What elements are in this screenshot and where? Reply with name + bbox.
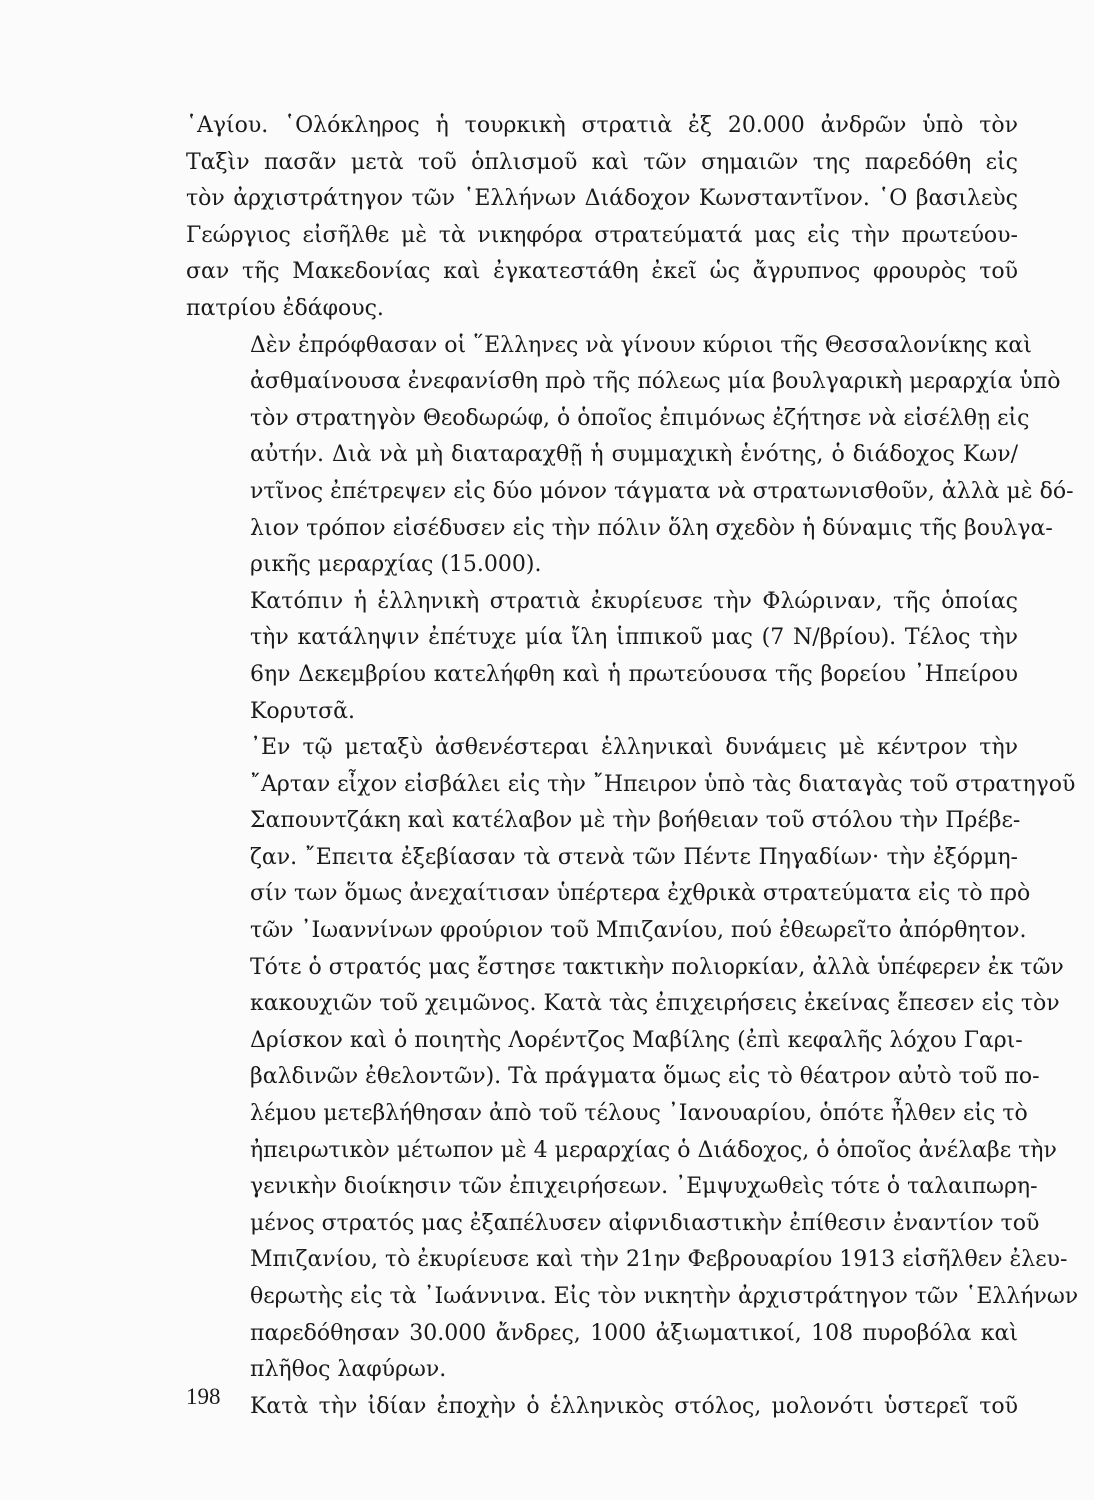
text-line: βαλδινῶν ἐθελοντῶν). Τὰ πράγματα ὅμως εἰς τὸ θέατρον αὐτὸ τοῦ πο- — [250, 1064, 1040, 1090]
text-line: Κατὰ τὴν ἰδίαν ἐποχὴν ὁ ἑλληνικὸς στόλος, μολονότι ὑστερεῖ τοῦ — [250, 1393, 1018, 1419]
text-line: 6ην Δεκεμβρίου κατελήφθη καὶ ἡ πρωτεύουσα τῆς βορείου ᾿Ηπείρου — [250, 661, 1018, 687]
text-line: Τότε ὁ στρατός μας ἔστησε τακτικὴν πολιορκίαν, ἀλλὰ ὑπέφερεν ἐκ τῶν — [250, 954, 1064, 980]
text-line: ἀσθμαίνουσα ἐνεφανίσθη πρὸ τῆς πόλεως μία βουλγαρικὴ μεραρχία ὑπὸ — [250, 369, 1061, 395]
text-line: ἠπειρωτικὸν μέτωπον μὲ 4 μεραρχίας ὁ Διάδοχος, ὁ ὁποῖος ἀνέλαβε τὴν — [250, 1137, 1057, 1163]
text-line: ζαν. ῎Επειτα ἐξεβίασαν τὰ στενὰ τῶν Πέντε Πηγαδίων· τὴν ἐξόρμη- — [250, 844, 1018, 870]
text-line: σίν των ὅμως ἀνεχαίτισαν ὑπέρτερα ἐχθρικὰ στρατεύματα εἰς τὸ πρὸ — [250, 881, 1031, 907]
text-line: τῶν ᾿Ιωαννίνων φρούριον τοῦ Μπιζανίου, πού ἐθεωρεῖτο ἀπόρθητον. — [250, 918, 1027, 944]
text-line: Δρίσκον καὶ ὁ ποιητὴς Λορέντζος Μαβίλης (ἐπὶ κεφαλῆς λόχου Γαρι- — [250, 1027, 1023, 1053]
paragraph — [186, 328, 1074, 584]
text-line: κακουχιῶν τοῦ χειμῶνος. Κατὰ τὰς ἐπιχειρήσεις ἐκείνας ἔπεσεν εἰς τὸν — [250, 991, 1060, 1017]
text-line: Ταξὶν πασᾶν μετὰ τοῦ ὁπλισμοῦ καὶ τῶν σημαιῶν της παρεδόθη εἰς — [186, 149, 1018, 175]
text-line: Κορυτσᾶ. — [250, 698, 356, 724]
text-line: τὸν ἀρχιστράτηγον τῶν ῾Ελλήνων Διάδοχον Κωνσταντῖνον. ῾Ο βασιλεὺς — [186, 186, 1018, 212]
text-line: Σαπουντζάκη καὶ κατέλαβον μὲ τὴν βοήθειαν τοῦ στόλου τὴν Πρέβε- — [250, 808, 1021, 834]
paragraph — [186, 730, 1079, 1389]
text-line: παρεδόθησαν 30.000 ἄνδρες, 1000 ἀξιωματικοί, 108 πυροβόλα καὶ — [250, 1320, 1018, 1346]
text-line: ᾿Εν τῷ μεταξὺ ἀσθενέστεραι ἑλληνικαὶ δυνάμεις μὲ κέντρον τὴν — [250, 735, 1018, 761]
body-text — [186, 108, 1079, 1425]
text-line: ῎Αρταν εἶχον εἰσβάλει εἰς τὴν ῎Ηπειρον ὑπὸ τὰς διαταγὰς τοῦ στρατηγοῦ — [250, 771, 1076, 797]
paragraph — [186, 108, 1018, 328]
text-line: λέμου μετεβλήθησαν ἀπὸ τοῦ τέλους ᾿Ιανουαρίου, ὁπότε ἦλθεν εἰς τὸ — [250, 1101, 1028, 1127]
text-line: σαν τῆς Μακεδονίας καὶ ἐγκατεστάθη ἐκεῖ ὡς ἄγρυπνος φρουρὸς τοῦ — [186, 259, 1018, 285]
text-line: θερωτὴς εἰς τὰ ᾿Ιωάννινα. Εἰς τὸν νικητὴν ἀρχιστράτηγον τῶν ῾Ελλήνων — [250, 1284, 1079, 1309]
text-line: μένος στρατός μας ἐξαπέλυσεν αἰφνιδιαστικὴν ἐπίθεσιν ἐναντίον τοῦ — [250, 1210, 1040, 1236]
text-line: Κατόπιν ἡ ἑλληνικὴ στρατιὰ ἐκυρίευσε τὴν Φλώριναν, τῆς ὁποίας — [250, 588, 1018, 614]
text-line: Δὲν ἐπρόφθασαν οἱ ῞Ελληνες νὰ γίνουν κύριοι τῆς Θεσσαλονίκης καὶ — [250, 332, 1032, 358]
text-line: τὸν στρατηγὸν Θεοδωρώφ, ὁ ὁποῖος ἐπιμόνως ἐζήτησε νὰ εἰσέλθῃ εἰς — [250, 405, 1030, 431]
text-line: λιον τρόπον εἰσέδυσεν εἰς τὴν πόλιν ὅλη σχεδὸν ἡ δύναμις τῆς βουλγα- — [250, 515, 1053, 541]
text-line: Μπιζανίου, τὸ ἐκυρίευσε καὶ τὴν 21ην Φεβρουαρίου 1913 εἰσῆλθεν ἐλευ- — [250, 1247, 1068, 1273]
paragraph — [186, 1389, 1018, 1426]
text-line: πλῆθος λαφύρων. — [250, 1357, 447, 1383]
text-line: γενικὴν διοίκησιν τῶν ἐπιχειρήσεων. ᾿Εμψυχωθεὶς τότε ὁ ταλαιπωρη- — [250, 1174, 1038, 1200]
page-number: 198 — [186, 1384, 221, 1409]
text-line: τὴν κατάληψιν ἐπέτυχε μία ἴλη ἱππικοῦ μας (7 Ν/βρίου). Τέλος τὴν — [250, 625, 1018, 651]
text-line: αὐτήν. Διὰ νὰ μὴ διαταραχθῇ ἡ συμμαχικὴ ἑνότης, ὁ διάδοχος Κων/ — [250, 442, 1018, 468]
text-line: πατρίου ἐδάφους. — [186, 295, 384, 321]
text-line: ντῖνος ἐπέτρεψεν εἰς δύο μόνον τάγματα νὰ στρατωνισθοῦν, ἀλλὰ μὲ δό- — [250, 478, 1074, 504]
paragraph — [186, 584, 1018, 730]
text-line: Γεώργιος εἰσῆλθε μὲ τὰ νικηφόρα στρατεύματά μας εἰς τὴν πρωτεύου- — [186, 222, 1018, 248]
text-line: ρικῆς μεραρχίας (15.000). — [250, 552, 542, 578]
text-line: ῾Αγίου. ῾Ολόκληρος ἡ τουρκικὴ στρατιὰ ἐξ 20.000 ἀνδρῶν ὑπὸ τὸν — [186, 113, 1018, 138]
